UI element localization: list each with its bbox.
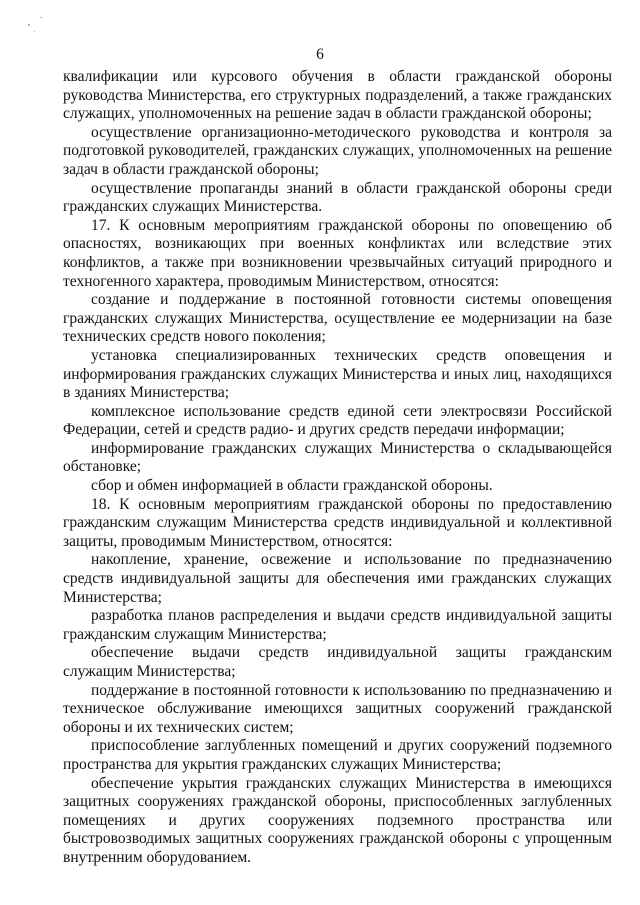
paragraph: 18. К основным мероприятиям гражданской обороны по предоставлению гражданским служащим Министерства средств индивидуальной и коллективной защиты, проводимым Министерством, относятся: xyxy=(63,495,612,550)
scan-speck xyxy=(28,24,30,26)
paragraph: осуществление пропаганды знаний в области гражданской обороны среди гражданских служащих Министерства. xyxy=(63,179,612,216)
scan-speck xyxy=(34,31,35,32)
paragraph: создание и поддержание в постоянной готовности системы оповещения гражданских служащих Министерства, осуществление ее модернизации на базе технических средств нового поколения; xyxy=(63,291,612,346)
paragraph: разработка планов распределения и выдачи средств индивидуальной защиты гражданским служащим Министерства; xyxy=(63,607,612,643)
page-number: 6 xyxy=(316,46,324,63)
paragraph: комплексное использование средств единой сети электросвязи Российской Федерации, сетей и средств радио- и других средств передачи информации; xyxy=(63,402,612,439)
scan-speck xyxy=(40,17,42,18)
paragraph: установка специализированных технических средств оповещения и информирования гражданских служащих Министерства и иных лиц, находящихся в зданиях Министерства; xyxy=(63,346,612,402)
paragraph: сбор и обмен информацией в области гражданской обороны. xyxy=(91,477,493,495)
paragraph: приспособление заглубленных помещений и других сооружений подземного пространства для укрытия гражданских служащих Министерства; xyxy=(63,737,612,773)
document-body xyxy=(63,68,612,868)
paragraph: осуществление организационно-методического руководства и контроля за подготовкой руководителей, гражданских служащих, уполномоченных на решение задач в области гражданской обороны; xyxy=(63,123,612,178)
paragraph: 17. К основным мероприятиям гражданской обороны по оповещению об опасностях, возникающих при военных конфликтах или вследствие этих конфликтов, а также при возникновении чрезвычайных ситуаций природного и техногенного характера, проводимым Министерством, относятся: xyxy=(63,216,612,290)
paragraph: обеспечение укрытия гражданских служащих Министерства в имеющихся защитных сооружениях гражданской обороны, приспособленных заглубленных помещениях и других сооружениях подземного пространства или быстровозводимых защитных сооружениях гражданской обороны с упрощенным внутренним оборудованием. xyxy=(63,774,612,866)
paragraph: обеспечение выдачи средств индивидуальной защиты гражданским служащим Министерства; xyxy=(63,644,612,680)
paragraph: квалификации или курсового обучения в области гражданской обороны руководства Министерства, его структурных подразделений, а также гражданских служащих, уполномоченных на решение задач в области гражданской обороны; xyxy=(63,68,612,123)
paragraph: информирование гражданских служащих Министерства о складывающейся обстановке; xyxy=(63,439,612,476)
paragraph: накопление, хранение, освежение и использование по предназначению средств индивидуальной защиты для обеспечения ими гражданских служащих Министерства; xyxy=(63,551,612,606)
paragraph: поддержание в постоянной готовности к использованию по предназначению и техническое обслуживание имеющихся защитных сооружений гражданской обороны и их технических систем; xyxy=(63,681,612,736)
